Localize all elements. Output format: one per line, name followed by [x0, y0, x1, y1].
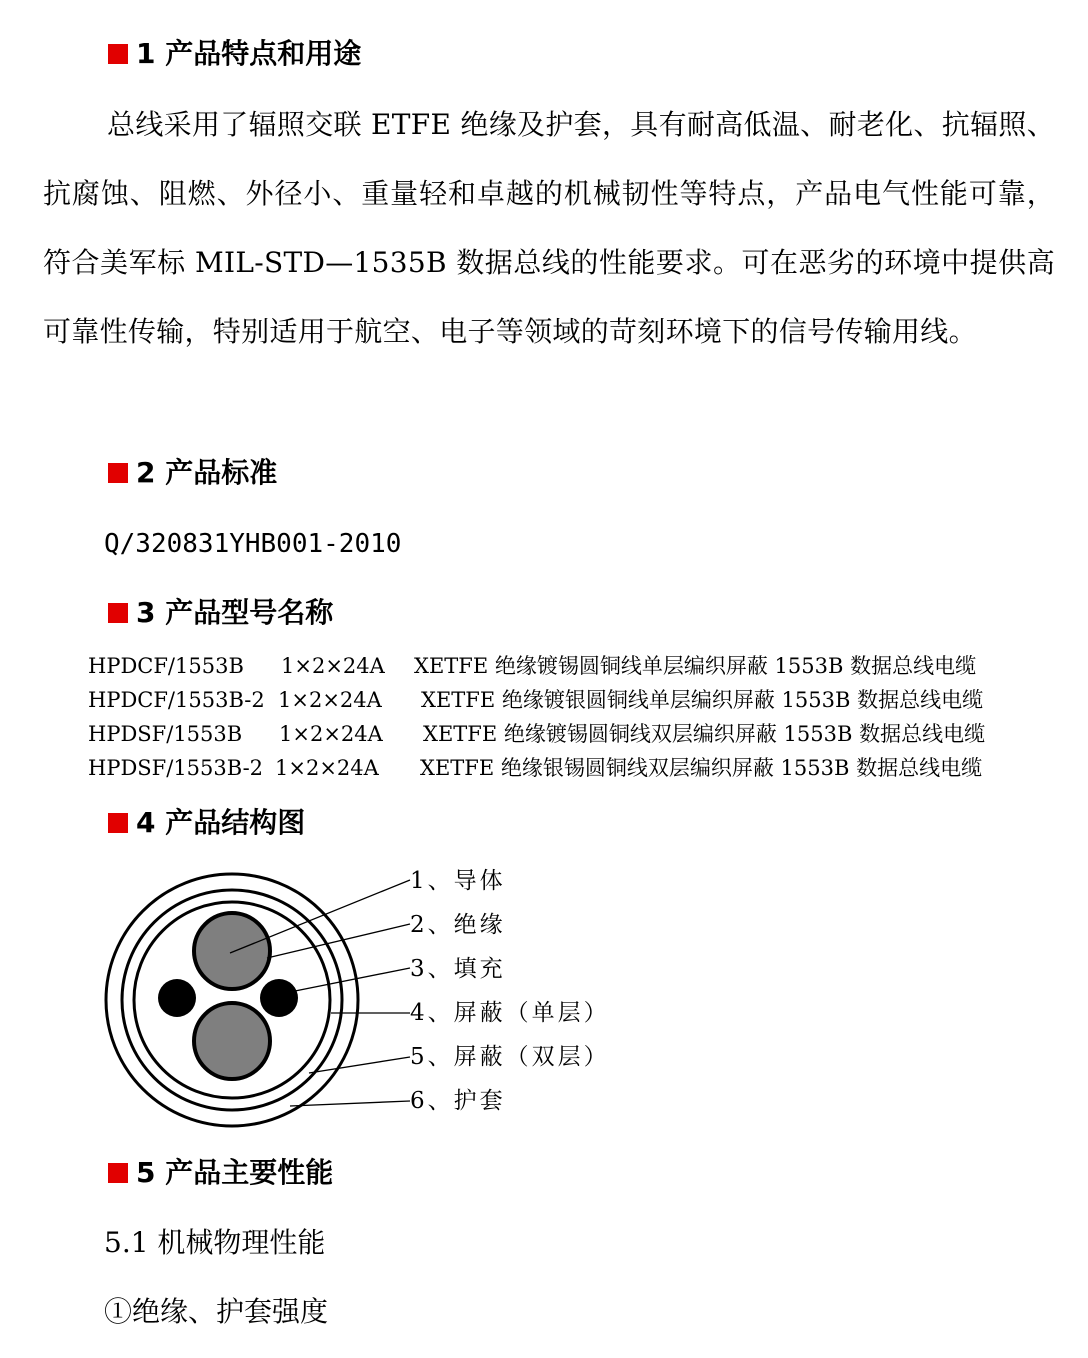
model-spec: 1×2×24A [278, 688, 382, 712]
model-code: HPDCF/1553B [88, 654, 244, 678]
diagram-label-sheath: 6、护套 [410, 1088, 506, 1114]
model-code: HPDSF/1553B-2 [88, 756, 264, 780]
item-insulation-sheath-strength: ①绝缘、护套强度 [104, 1295, 329, 1328]
model-spec: 1×2×24A [279, 722, 383, 746]
conductor-top [194, 913, 270, 989]
section-5-heading [108, 1155, 333, 1191]
filler-left [158, 979, 196, 1017]
diagram-label-double-shield: 5、屏蔽（双层） [410, 1044, 610, 1070]
diagram-label-conductor: 1、导体 [410, 868, 506, 894]
model-code: HPDSF/1553B [88, 722, 243, 746]
section-4-title: 4 产品结构图 [136, 806, 306, 839]
model-spec: 1×2×24A [275, 756, 379, 780]
diagram-label-insulation: 2、绝缘 [410, 912, 506, 938]
model-desc: XETFE 绝缘镀银圆铜线单层编织屏蔽 1553B 数据总线电缆 [421, 688, 984, 712]
model-code: HPDCF/1553B-2 [88, 688, 265, 712]
diagram-label-filler: 3、填充 [410, 956, 506, 982]
model-desc: XETFE 绝缘银锡圆铜线双层编织屏蔽 1553B 数据总线电缆 [420, 756, 983, 780]
subsection-5-1: 5.1 机械物理性能 [104, 1226, 326, 1259]
intro-paragraph: 总线采用了辐照交联 ETFE 绝缘及护套，具有耐高低温、耐老化、抗辐照、抗腐蚀、阻燃、外径小、重量轻和卓越的机械韧性等特点，产品电气性能可靠，符合美军标 MIL-STD—1535B 数据总线的性能要求。可在恶劣的环境中提供高可靠性传输，特别适用于航空、电子等领域的苛刻环境下的信号传输用线。 [43, 108, 1055, 348]
model-desc: XETFE 绝缘镀锡圆铜线单层编织屏蔽 1553B 数据总线电缆 [414, 654, 977, 678]
section-3-title: 3 产品型号名称 [136, 596, 334, 629]
conductor-bottom [194, 1003, 270, 1079]
product-standard: Q/320831YHB001-2010 [104, 529, 402, 559]
red-square-icon [108, 1163, 128, 1183]
model-spec: 1×2×24A [281, 654, 385, 678]
section-1-title: 1 产品特点和用途 [136, 37, 362, 70]
filler-right [260, 979, 298, 1017]
diagram-label-single-shield: 4、屏蔽（单层） [410, 1000, 610, 1026]
section-5-title: 5 产品主要性能 [136, 1156, 334, 1189]
section-2-title: 2 产品标准 [136, 456, 278, 489]
leader-line-3 [290, 968, 410, 992]
leader-line-1 [230, 880, 410, 953]
model-desc: XETFE 绝缘镀锡圆铜线双层编织屏蔽 1553B 数据总线电缆 [423, 722, 986, 746]
